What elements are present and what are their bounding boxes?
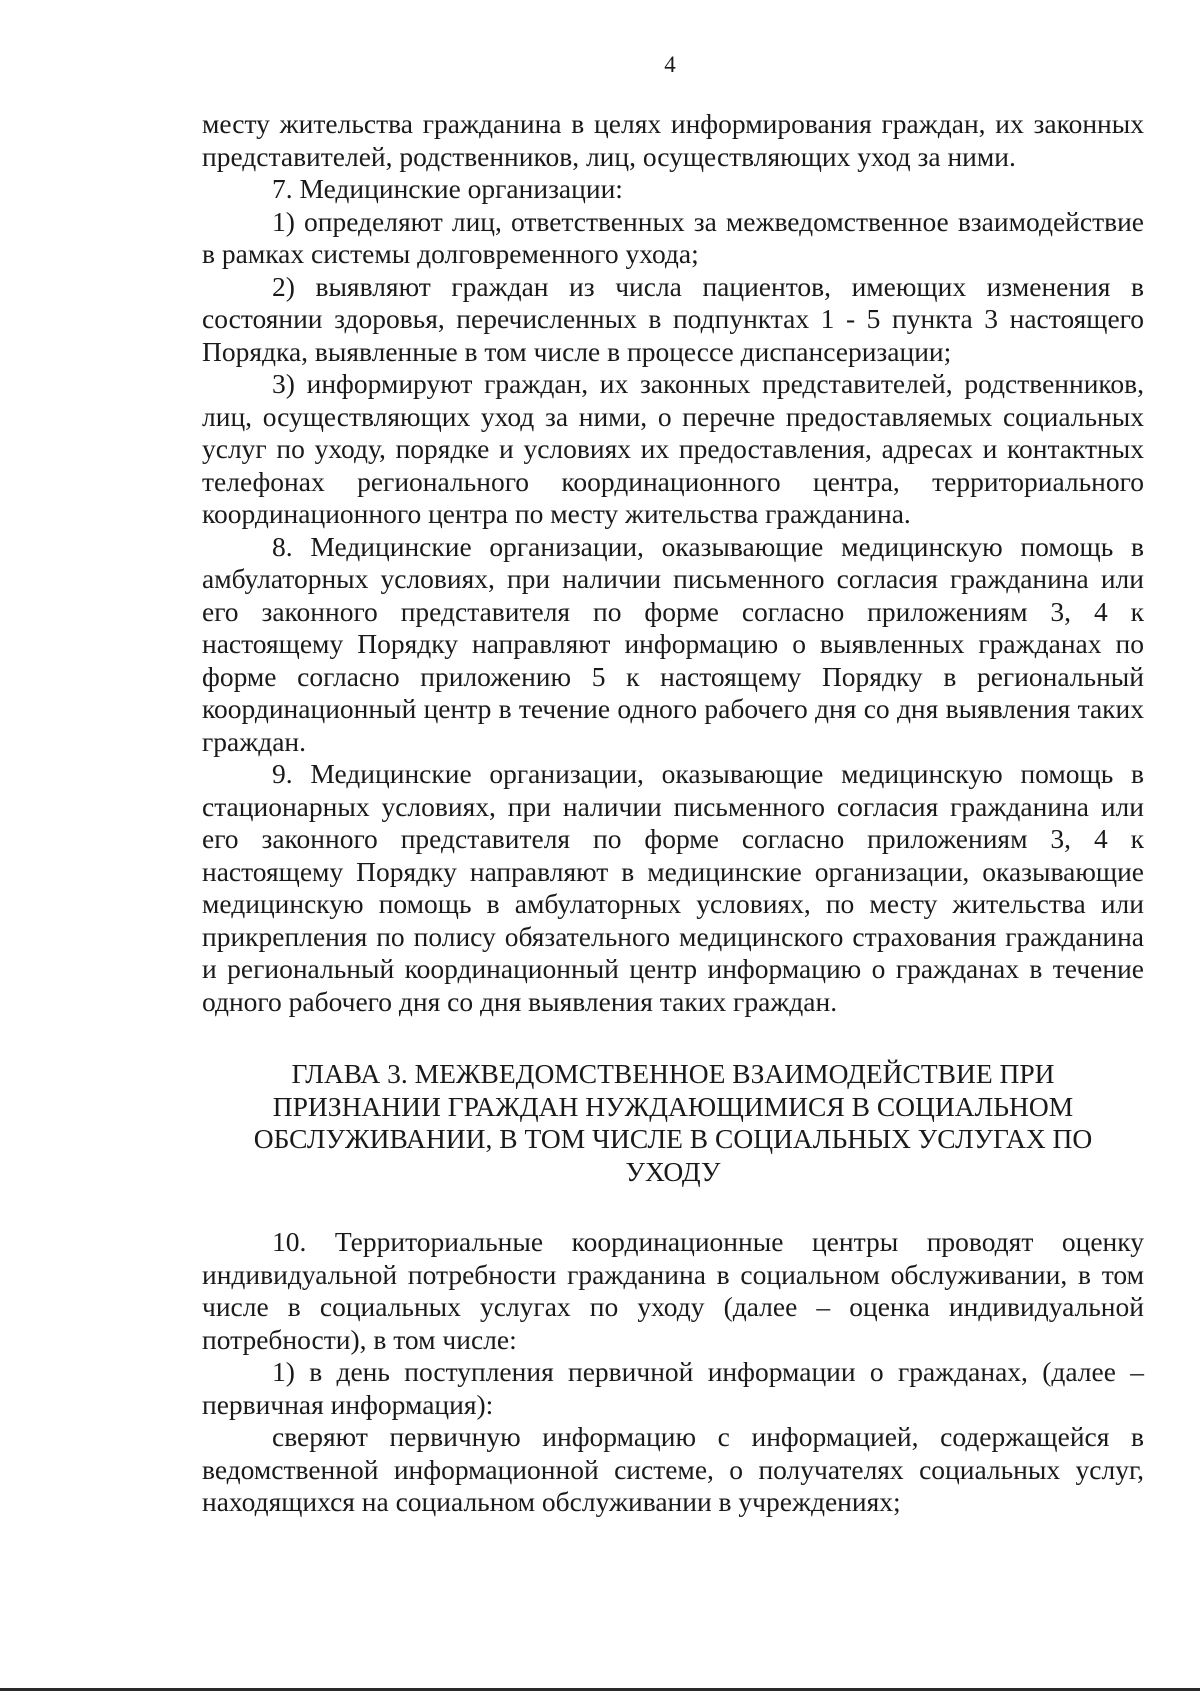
- paragraphs-after-heading: [202, 1226, 1144, 1519]
- document-body: [202, 108, 1144, 1519]
- paragraph: 9. Медицинские организации, оказывающие медицинскую помощь в стационарных условиях, при наличии письменного согласия гражданина или его законного представителя по форме согласно приложениям 3, 4 к настоящему Порядку направляют в медицинские организации, оказывающие медицинскую помощь в амбулаторных условиях, по месту жительства или прикрепления по полису обязательного медицинского страхования гражданина и региональный координационный центр информацию о гражданах в течение одного рабочего дня со дня выявления таких граждан.: [202, 758, 1144, 1017]
- paragraph: месту жительства гражданина в целях информирования граждан, их законных представителей, родственников, лиц, осуществляющих уход за ними.: [202, 108, 1144, 172]
- paragraphs-before-heading: [202, 108, 1144, 1018]
- paragraph: 8. Медицинские организации, оказывающие медицинскую помощь в амбулаторных условиях, при наличии письменного согласия гражданина или его законного представителя по форме согласно приложениям 3, 4 к настоящему Порядку направляют информацию о выявленных гражданах по форме согласно приложению 5 к настоящему Порядку в региональный координационный центр в течение одного рабочего дня со дня выявления таких граждан.: [202, 530, 1144, 757]
- paragraph: 3) информируют граждан, их законных представителей, родственников, лиц, осуществляющих уход за ними, о перечне предоставляемых социальных услуг по уходу, порядке и условиях их предоставления, адресах и контактных телефонах регионального координационного центра, территориального координационного центра по месту жительства гражданина.: [202, 368, 1144, 529]
- page-bottom-edge: [0, 1688, 1200, 1691]
- paragraph: 1) определяют лиц, ответственных за межведомственное взаимодействие в рамках системы долговременного ухода;: [202, 205, 1144, 269]
- paragraph: 10. Территориальные координационные центры проводят оценку индивидуальной потребности гражданина в социальном обслуживании, в том числе в социальных услугах по уходу (далее – оценка индивидуальной потребности), в том числе:: [202, 1226, 1144, 1355]
- paragraph: 2) выявляют граждан из числа пациентов, имеющих изменения в состоянии здоровья, перечисленных в подпунктах 1 - 5 пункта 3 настоящего Порядка, выявленные в том числе в процессе диспансеризации;: [202, 270, 1144, 367]
- page-number: 4: [664, 52, 676, 77]
- paragraph: 7. Медицинские организации:: [272, 173, 623, 204]
- paragraph: сверяют первичную информацию с информацией, содержащейся в ведомственной информационной системе, о получателях социальных услуг, находящихся на социальном обслуживании в учреждениях;: [202, 1421, 1144, 1517]
- chapter-heading: ГЛАВА 3. МЕЖВЕДОМСТВЕННОЕ ВЗАИМОДЕЙСТВИЕ ПРИ ПРИЗНАНИИ ГРАЖДАН НУЖДАЮЩИМИСЯ В СОЦИАЛЬНОМ ОБСЛУЖИВАНИИ, В ТОМ ЧИСЛЕ В СОЦИАЛЬНЫХ УСЛУГАХ ПО УХОДУ: [253, 1058, 1093, 1187]
- paragraph: 1) в день поступления первичной информации о гражданах, (далее – первичная информация):: [202, 1356, 1144, 1420]
